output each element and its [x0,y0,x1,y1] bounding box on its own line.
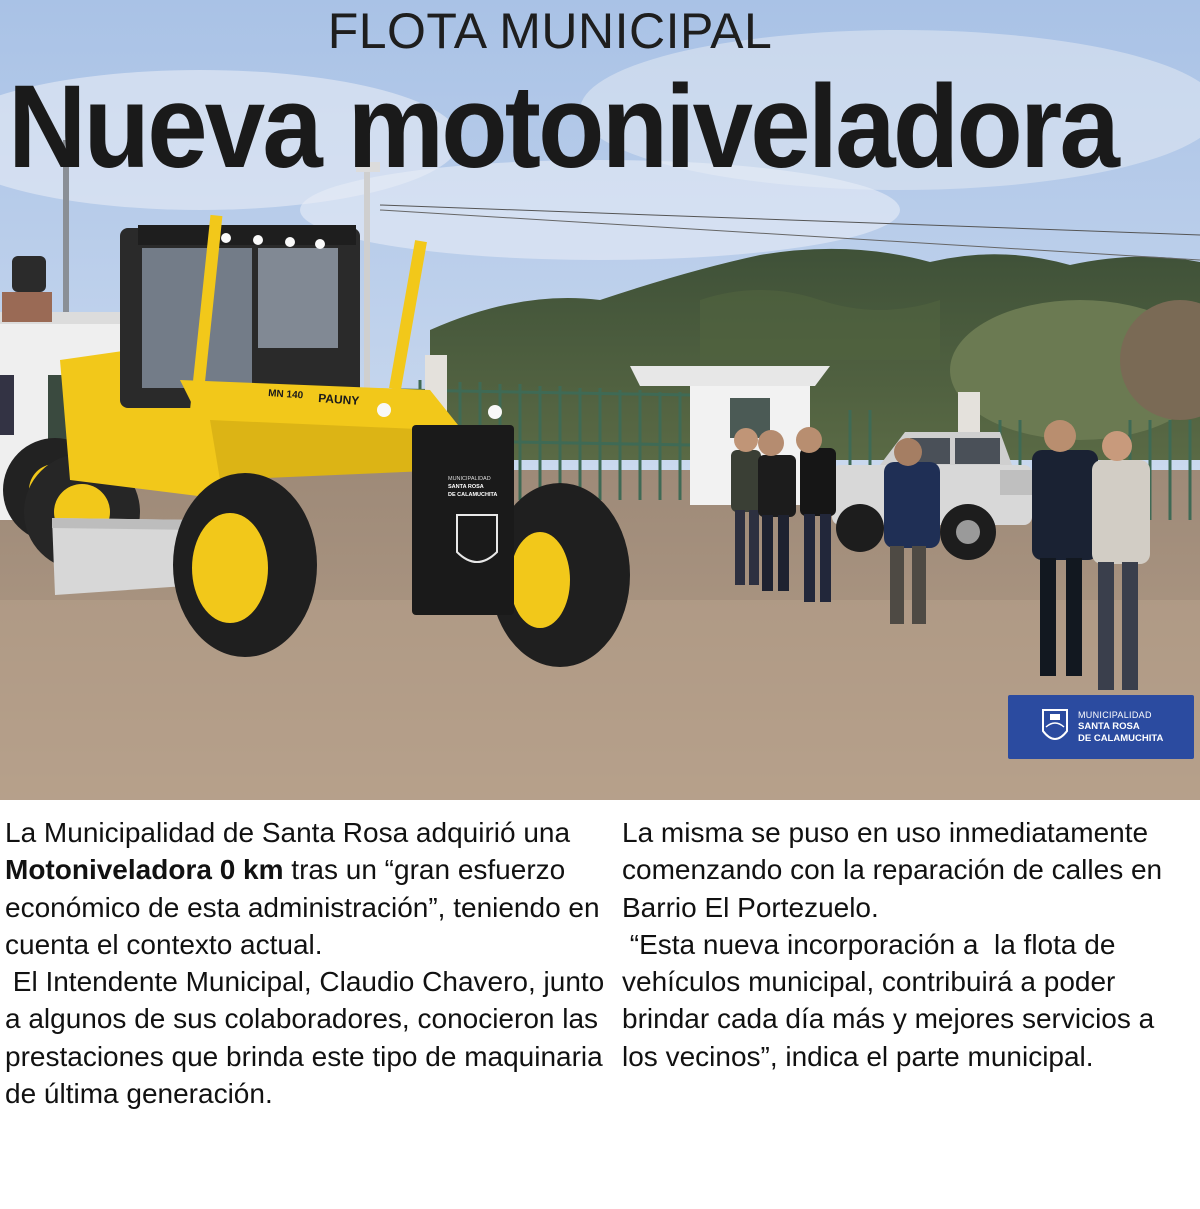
municipality-logo [1008,695,1194,759]
shield-icon [1040,707,1070,747]
article-paragraph-4: “Esta nueva incorporación a la flota de vehículos municipal, contribuirá a poder brindar cada día más y mejores servicios a los vecinos”, indica el parte municipal. [622,928,1162,1072]
panel-text-line3: DE CALAMUCHITA [448,492,498,498]
logo-line-2: SANTA ROSA [1078,721,1140,732]
logo-line-3: DE CALAMUCHITA [1078,733,1164,744]
article-bold-text: Motoniveladora 0 km [5,854,284,886]
panel-text-line1: MUNICIPALIDAD [448,476,491,482]
grader-model-label: MN 140 [267,388,304,402]
headline: Nueva motoniveladora [8,61,1118,193]
article-paragraph-3: La misma se puso en uso inmediatamente comenzando con la reparación de calles en Barrio El Portezuelo. [622,817,1163,923]
article-text: La Municipalidad de Santa Rosa adquirió una [5,817,571,848]
article-column-right [622,814,1197,1075]
article-text: tras un “gran esfuerzo económico de esta administración”, teniendo en cuenta el contexto actual. [5,854,600,960]
article-paragraph-2: El Intendente Municipal, Claudio Chavero, junto a algunos de sus colaboradores, conocieron las prestaciones que brinda este tipo de maquinaria de última generación. [5,966,613,1110]
section-kicker: FLOTA MUNICIPAL [327,3,773,59]
article-column-left [5,814,613,1112]
article-paragraph-1 [5,814,605,963]
panel-text-line2: SANTA ROSA [448,484,484,490]
logo-line-1: MUNICIPALIDAD [1078,710,1152,720]
grader-front-panel [412,425,514,615]
grader-brand-label: PAUNY [317,391,360,408]
